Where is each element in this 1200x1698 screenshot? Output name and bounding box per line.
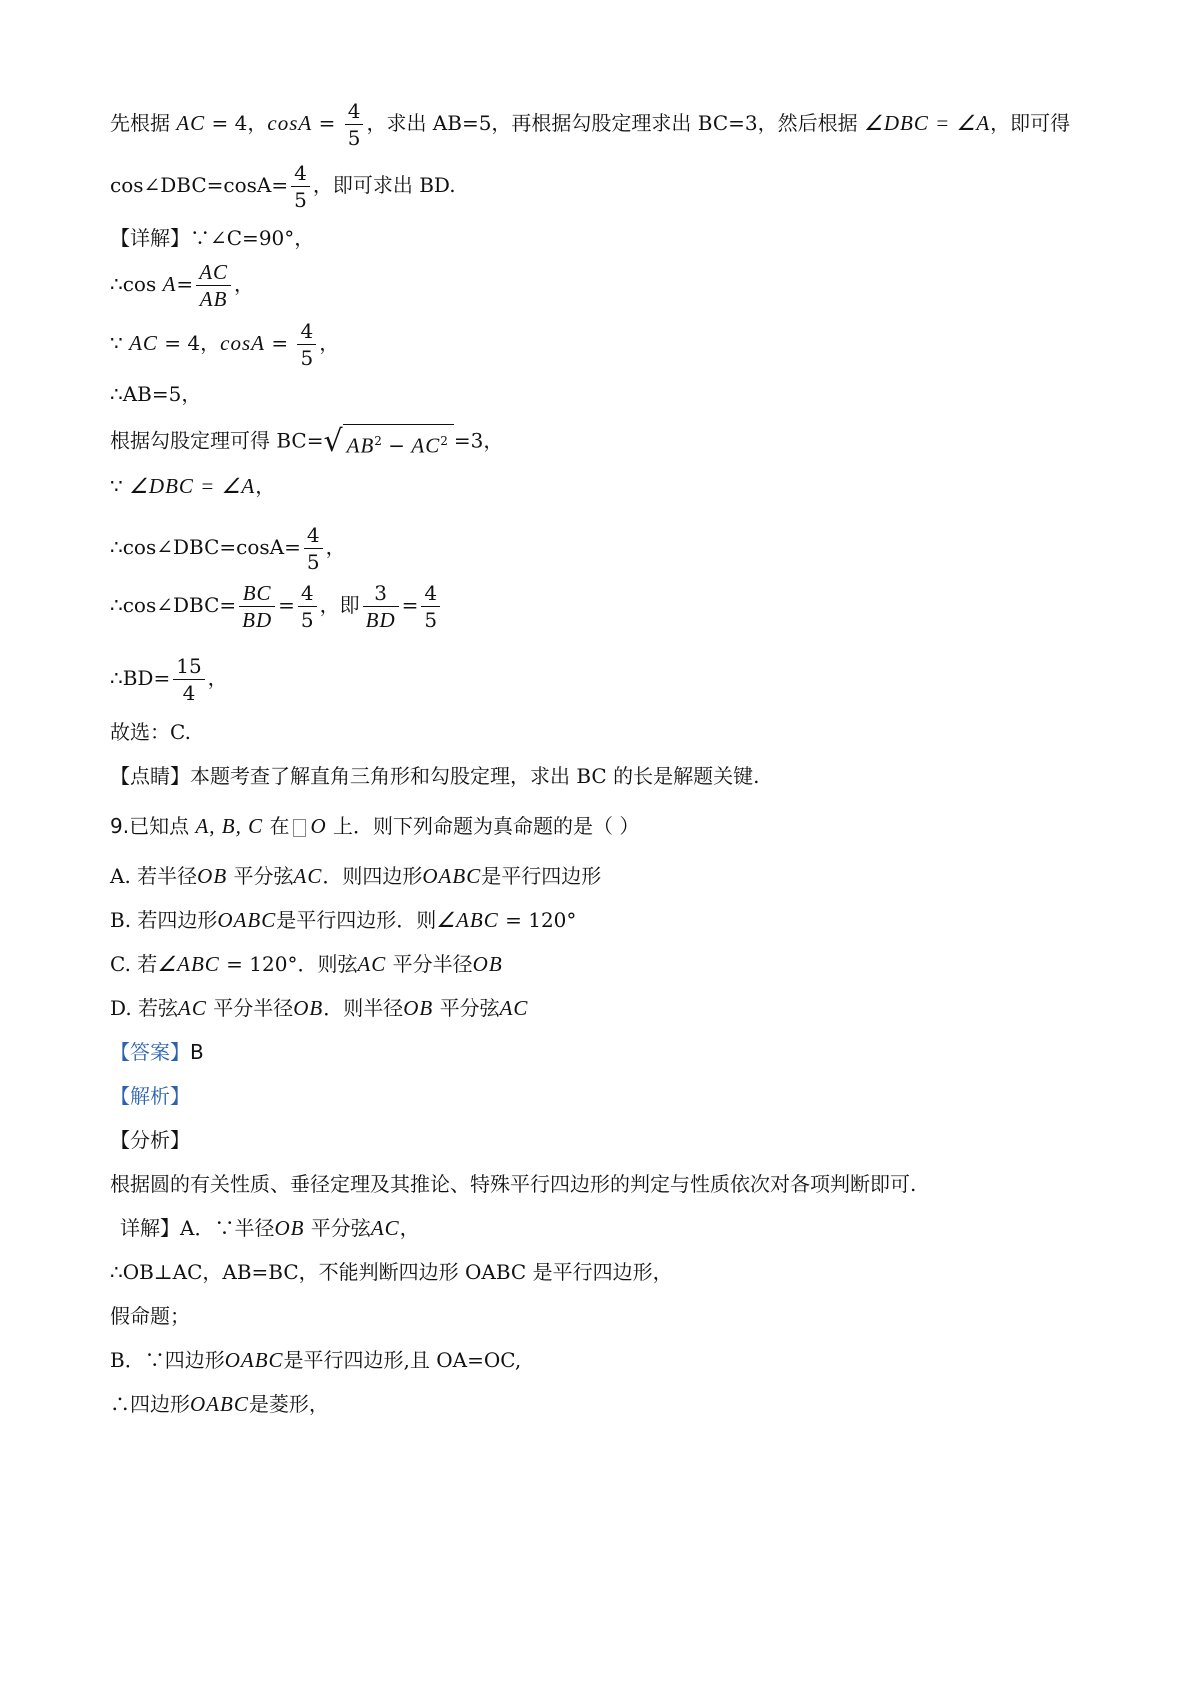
analysis-text: 根据圆的有关性质、垂径定理及其推论、特殊平行四边形的判定与性质依次对各项判断即可. bbox=[110, 1172, 917, 1196]
angle-equal-line: ∵ ∠DBC = ∠A， bbox=[110, 474, 276, 498]
fraction-4-5: $\frac{4}{5}$ bbox=[421, 580, 440, 633]
square-root: √ $AB^2 - AC^2$ bbox=[324, 424, 454, 460]
bd-result-line: ∴BD= $\frac{15}{4}$ ， bbox=[110, 654, 228, 705]
option-d: D. 若弦AC 平分半径OB．则半径OB 平分弦AC bbox=[110, 996, 529, 1020]
fraction-bc-bd: $\frac{BC}{BD}$ bbox=[239, 580, 275, 633]
circle-symbol-icon bbox=[293, 819, 306, 837]
fraction-4-5: $\frac{4}{5}$ bbox=[291, 160, 310, 213]
analysis-heading: 【分析】 bbox=[110, 1128, 190, 1152]
given-line: ∵ AC = 4，cosA = $\frac{4}{5}$ ， bbox=[110, 319, 340, 370]
option-c: C. 若∠ABC = 120°．则弦AC 平分半径OB bbox=[110, 952, 503, 976]
analysis-tag: 【解析】 bbox=[110, 1084, 190, 1108]
fraction-4-5: $\frac{4}{5}$ bbox=[297, 318, 316, 371]
analysis-line-1: 先根据 AC = 4，cosA = $\frac{4}{5}$ ，求出 AB=5，再根据勾股定理求出 BC=3，然后根据 ∠DBC = ∠A，即可得 bbox=[110, 99, 1071, 150]
detail-a-line-1: 详解】A．∵半径OB 平分弦AC， bbox=[120, 1216, 420, 1240]
cos-dbc-line: ∴cos∠DBC=cosA= $\frac{4}{5}$ ， bbox=[110, 523, 346, 574]
fraction-4-5: $\frac{4}{5}$ bbox=[304, 522, 323, 575]
question-9: 9.已知点 A, B, C 在 O 上．则下列命题为真命题的是（ ） bbox=[110, 814, 640, 838]
fraction-3-bd: $\frac{3}{BD}$ bbox=[363, 580, 399, 633]
option-a: A. 若半径OB 平分弦AC．则四边形OABC是平行四边形 bbox=[110, 864, 602, 888]
detail-b-line-1: B．∵四边形OABC是平行四边形,且 OA=OC, bbox=[110, 1348, 522, 1372]
detail-a-line-2: ∴OB⊥AC，AB=BC，不能判断四边形 OABC 是平行四边形， bbox=[110, 1260, 673, 1284]
fraction-4-5: $\frac{4}{5}$ bbox=[345, 98, 364, 151]
cos-dbc-ratio-line: ∴cos∠DBC= $\frac{BC}{BD}$ = $\frac{4}{5}$ ，即 $\frac{3}{BD}$ = $\frac{4}{5}$ bbox=[110, 580, 443, 633]
fraction-4-5: $\frac{4}{5}$ bbox=[298, 580, 317, 633]
detail-heading: 【详解】∵∠C=90°， bbox=[110, 226, 315, 250]
fraction-15-4: $\frac{15}{4}$ bbox=[173, 653, 204, 706]
detail-b-line-2: ∴四边形OABC是菱形， bbox=[110, 1392, 329, 1416]
ab-result-line: ∴AB=5， bbox=[110, 382, 202, 406]
option-b: B. 若四边形OABC是平行四边形．则∠ABC = 120° bbox=[110, 908, 577, 932]
choice-line: 故选：C. bbox=[110, 720, 191, 744]
answer-line: 【答案】B bbox=[110, 1040, 204, 1064]
detail-a-line-3: 假命题； bbox=[110, 1304, 190, 1328]
pythagoras-line: 根据勾股定理可得 BC=√ $AB^2 - AC^2 =3$， bbox=[110, 423, 504, 459]
analysis-line-2: cos∠DBC=cosA= $\frac{4}{5}$ ，即可求出 BD. bbox=[110, 161, 456, 212]
fraction-ac-ab: $\frac{AC}{AB}$ bbox=[196, 259, 231, 312]
cos-definition-line: ∴cos A= $\frac{AC}{AB}$ ， bbox=[110, 260, 255, 311]
comment-line: 【点睛】本题考查了解直角三角形和勾股定理，求出 BC 的长是解题关键. bbox=[110, 764, 760, 788]
